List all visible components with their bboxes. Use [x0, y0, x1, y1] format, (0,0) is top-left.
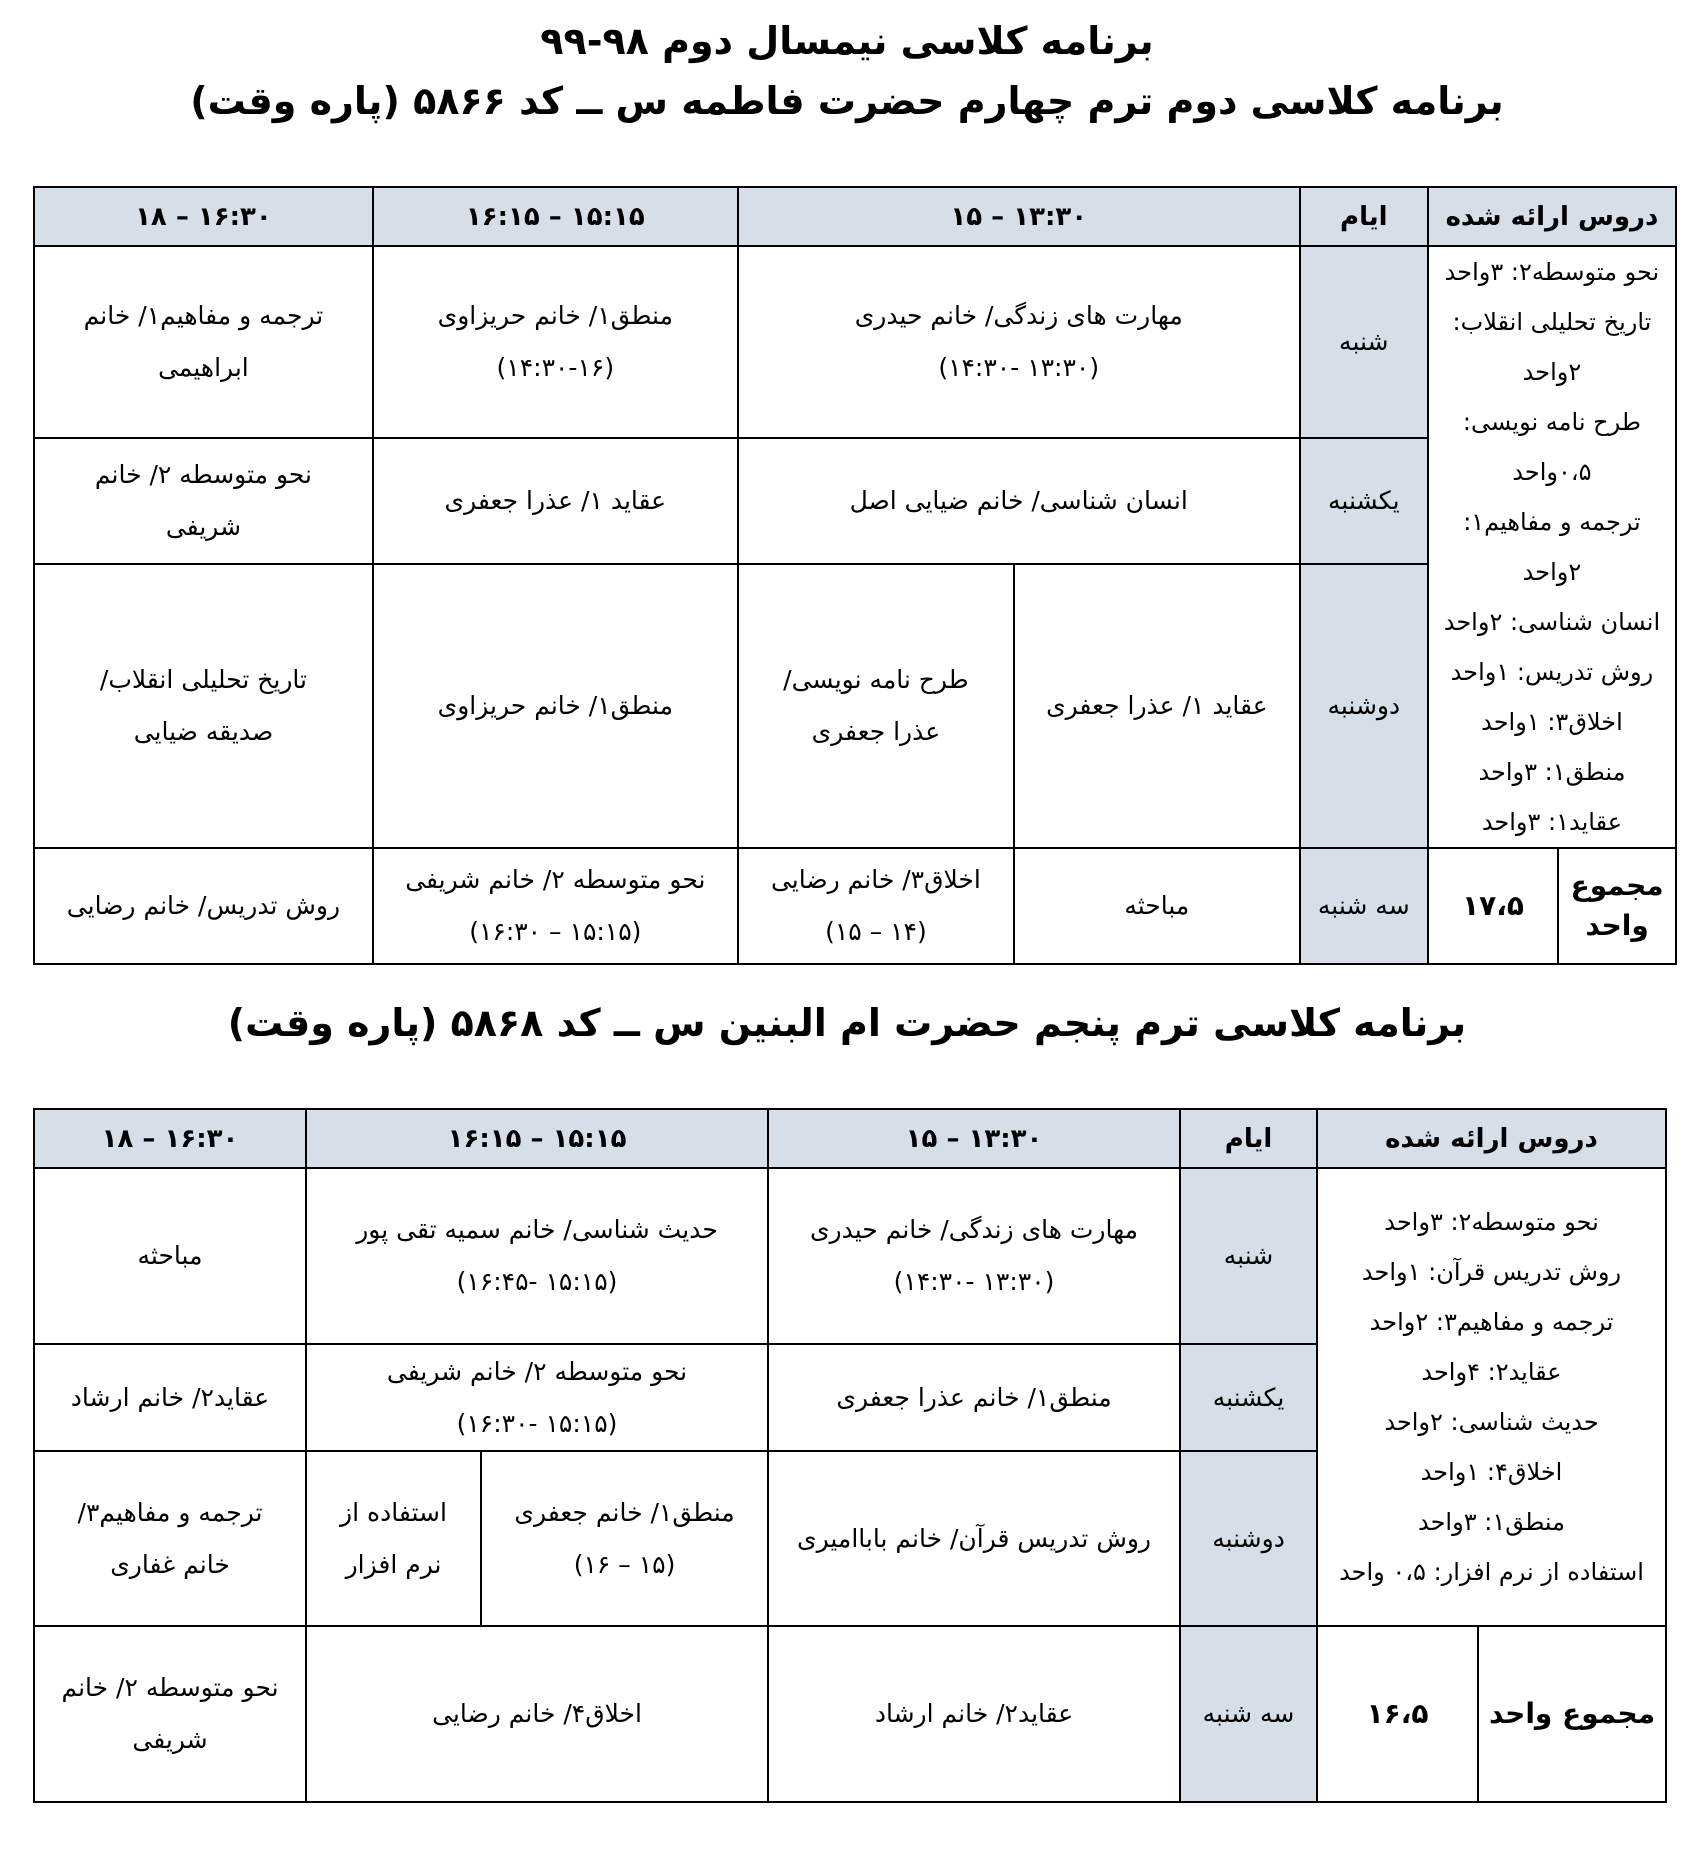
- class-cell: [738, 438, 1300, 564]
- schedule-table-1: [33, 186, 1677, 965]
- class-name: نحو متوسطه ۲/ خانم شریفی: [405, 865, 706, 894]
- class-name: نحو متوسطه ۲/ خانم شریفی: [386, 1356, 688, 1386]
- class-name: حدیث شناسی/ خانم سمیه تقی پور: [356, 1215, 718, 1244]
- course-item: اخلاق۳: ۱واحد: [1481, 708, 1623, 736]
- class-name: شریفی: [132, 1725, 208, 1754]
- day-sunday: یکشنبه: [1180, 1344, 1317, 1451]
- class-cell: [481, 1451, 768, 1626]
- semester-title: برنامه کلاسی نیمسال دوم ۹۸-۹۹: [540, 19, 1154, 63]
- course-item: روش تدریس قرآن: ۱واحد: [1361, 1258, 1622, 1286]
- class-name: روش تدریس/ خانم رضایی: [66, 891, 341, 920]
- day-monday: دوشنبه: [1300, 564, 1428, 848]
- class-time: (۱۵:۱۵ – ۱۶:۳۰): [469, 917, 642, 946]
- class-time: (۱۳:۳۰ -۱۴:۳۰): [893, 1267, 1055, 1296]
- class-cell: [306, 1168, 768, 1344]
- schedule-table-2: [33, 1108, 1667, 1803]
- class-name: عقاید۲/ خانم ارشاد: [874, 1699, 1074, 1728]
- class-cell: [34, 438, 373, 564]
- class-name: تاریخ تحلیلی انقلاب/: [99, 664, 307, 694]
- class-cell: [768, 1626, 1180, 1802]
- offered-courses-list: [1428, 246, 1676, 848]
- offered-courses-list: [1317, 1168, 1666, 1626]
- total-units-label: مجموع واحد: [1478, 1626, 1666, 1802]
- slot1-header: ۱۳:۳۰ – ۱۵: [738, 187, 1300, 246]
- class-name: اخلاق۴/ خانم رضایی: [432, 1699, 642, 1728]
- slot3-header: ۱۶:۳۰ – ۱۸: [34, 187, 373, 246]
- course-item: تاریخ تحلیلی انقلاب: ۲واحد: [1452, 308, 1652, 386]
- course-item: انسان شناسی: ۲واحد: [1443, 608, 1661, 636]
- total-units-value: ۱۶،۵: [1317, 1626, 1478, 1802]
- courses-header: دروس ارائه شده: [1317, 1109, 1666, 1168]
- course-item: منطق۱: ۳واحد: [1478, 758, 1626, 786]
- class-cell: [34, 1344, 306, 1451]
- class-name: ترجمه و مفاهیم۳/: [77, 1497, 263, 1527]
- class-time: (۱۴:۳۰-۱۶): [496, 352, 615, 382]
- days-header: ایام: [1300, 187, 1428, 246]
- class-cell: [373, 246, 738, 438]
- class-cell: [34, 564, 373, 848]
- day-saturday: شنبه: [1300, 246, 1428, 438]
- class-cell: [768, 1168, 1180, 1344]
- class-name: روش تدریس قرآن/ خانم باباامیری: [797, 1523, 1151, 1553]
- courses-header: دروس ارائه شده: [1428, 187, 1676, 246]
- course-item: ترجمه و مفاهیم۱: ۲واحد: [1463, 508, 1641, 586]
- course-item: روش تدریس: ۱واحد: [1450, 658, 1654, 686]
- class-cell: [373, 438, 738, 564]
- class-name: مهارت های زندگی/ خانم حیدری: [809, 1215, 1139, 1244]
- class-name: عذرا جعفری: [811, 716, 941, 746]
- course-item: نحو متوسطه۲: ۳واحد: [1444, 258, 1660, 286]
- class-name: طرح نامه نویسی/: [783, 664, 969, 694]
- class-time: (۱۴ – ۱۵): [825, 917, 927, 946]
- course-item: استفاده از نرم افزار: ۰،۵ واحد: [1339, 1558, 1644, 1586]
- class-cell: [768, 1344, 1180, 1451]
- class-cell: [738, 246, 1300, 438]
- class-name: ابراهیمی: [158, 352, 249, 382]
- class-cell: [768, 1451, 1180, 1626]
- course-item: نحو متوسطه۲: ۳واحد: [1384, 1208, 1599, 1236]
- slot1-header: ۱۳:۳۰ – ۱۵: [768, 1109, 1180, 1168]
- class-name: اخلاق۳/ خانم رضایی: [770, 865, 981, 894]
- class-cell: [34, 246, 373, 438]
- total-units-label: مجموع واحد: [1558, 848, 1676, 964]
- class-time: (۱۳:۳۰ -۱۴:۳۰): [938, 352, 1100, 382]
- class-name: نحو متوسطه ۲/ خانم: [94, 459, 312, 489]
- day-monday: دوشنبه: [1180, 1451, 1317, 1626]
- days-header: ایام: [1180, 1109, 1317, 1168]
- class2-title: برنامه کلاسی ترم پنجم حضرت ام البنین س ــ کد ۵۸۶۸ (پاره وقت): [227, 1001, 1467, 1045]
- class-name: استفاده از: [340, 1497, 447, 1527]
- class-cell: [34, 1451, 306, 1626]
- class-cell: [373, 564, 738, 848]
- class-cell: [373, 848, 738, 964]
- class-name: مهارت های زندگی/ خانم حیدری: [854, 300, 1183, 330]
- course-item: حدیث شناسی: ۲واحد: [1384, 1408, 1599, 1436]
- class-name: منطق۱/ خانم عذرا جعفری: [836, 1382, 1112, 1412]
- class-name: منطق۱/ خانم حریزاوی: [437, 690, 673, 720]
- total-units-value: ۱۷،۵: [1428, 848, 1558, 964]
- course-item: اخلاق۴: ۱واحد: [1420, 1458, 1563, 1486]
- course-item: منطق۱: ۳واحد: [1418, 1508, 1566, 1536]
- class-name: شریفی: [165, 511, 242, 541]
- class1-title: برنامه کلاسی دوم ترم چهارم حضرت فاطمه س ــ کد ۵۸۶۶ (پاره وقت): [190, 79, 1504, 123]
- slot3-header: ۱۶:۳۰ – ۱۸: [34, 1109, 306, 1168]
- class-time: (۱۵ – ۱۶): [573, 1549, 676, 1579]
- class-name: منطق۱/ خانم جعفری: [514, 1497, 735, 1527]
- class-name: نحو متوسطه ۲/ خانم: [61, 1673, 279, 1702]
- class-cell: [34, 1626, 306, 1802]
- day-tuesday: سه شنبه: [1180, 1626, 1317, 1802]
- class-name: عقاید ۱/ عذرا جعفری: [1046, 690, 1268, 720]
- class-cell: [1014, 848, 1300, 964]
- slot2-header: ۱۵:۱۵ – ۱۶:۱۵: [306, 1109, 768, 1168]
- day-saturday: شنبه: [1180, 1168, 1317, 1344]
- class-cell: [34, 848, 373, 964]
- class-name: عقاید ۱/ عذرا جعفری: [444, 485, 667, 515]
- course-item: عقاید۲: ۴واحد: [1421, 1358, 1562, 1386]
- course-item: طرح نامه نویسی: ۰،۵واحد: [1462, 408, 1641, 486]
- class-name: عقاید۲/ خانم ارشاد: [70, 1382, 270, 1412]
- class-name: نرم افزار: [345, 1549, 442, 1579]
- class-cell: [738, 564, 1014, 848]
- class-name: ترجمه و مفاهیم۱/ خانم: [83, 300, 324, 330]
- class-time: (۱۵:۱۵ -۱۶:۴۵): [456, 1267, 618, 1296]
- day-sunday: یکشنبه: [1300, 438, 1428, 564]
- class-cell: [306, 1451, 481, 1626]
- class-cell: [738, 848, 1014, 964]
- course-item: ترجمه و مفاهیم۳: ۲واحد: [1369, 1308, 1614, 1336]
- class-cell: [306, 1626, 768, 1802]
- slot2-header: ۱۵:۱۵ – ۱۶:۱۵: [373, 187, 738, 246]
- class-cell: [306, 1344, 768, 1451]
- class-name: منطق۱/ خانم حریزاوی: [437, 300, 673, 330]
- course-item: عقاید۱: ۳واحد: [1481, 808, 1623, 836]
- class-name: انسان شناسی/ خانم ضیایی اصل: [849, 485, 1188, 515]
- class-name: مباحثه: [137, 1241, 203, 1270]
- class-name: مباحثه: [1124, 891, 1190, 920]
- class-time: (۱۵:۱۵ -۱۶:۳۰): [456, 1408, 618, 1438]
- class-name: خانم غفاری: [110, 1549, 230, 1579]
- class-name: صدیقه ضیایی: [133, 716, 274, 746]
- class-cell: [34, 1168, 306, 1344]
- day-tuesday: سه شنبه: [1300, 848, 1428, 964]
- class-cell: [1014, 564, 1300, 848]
